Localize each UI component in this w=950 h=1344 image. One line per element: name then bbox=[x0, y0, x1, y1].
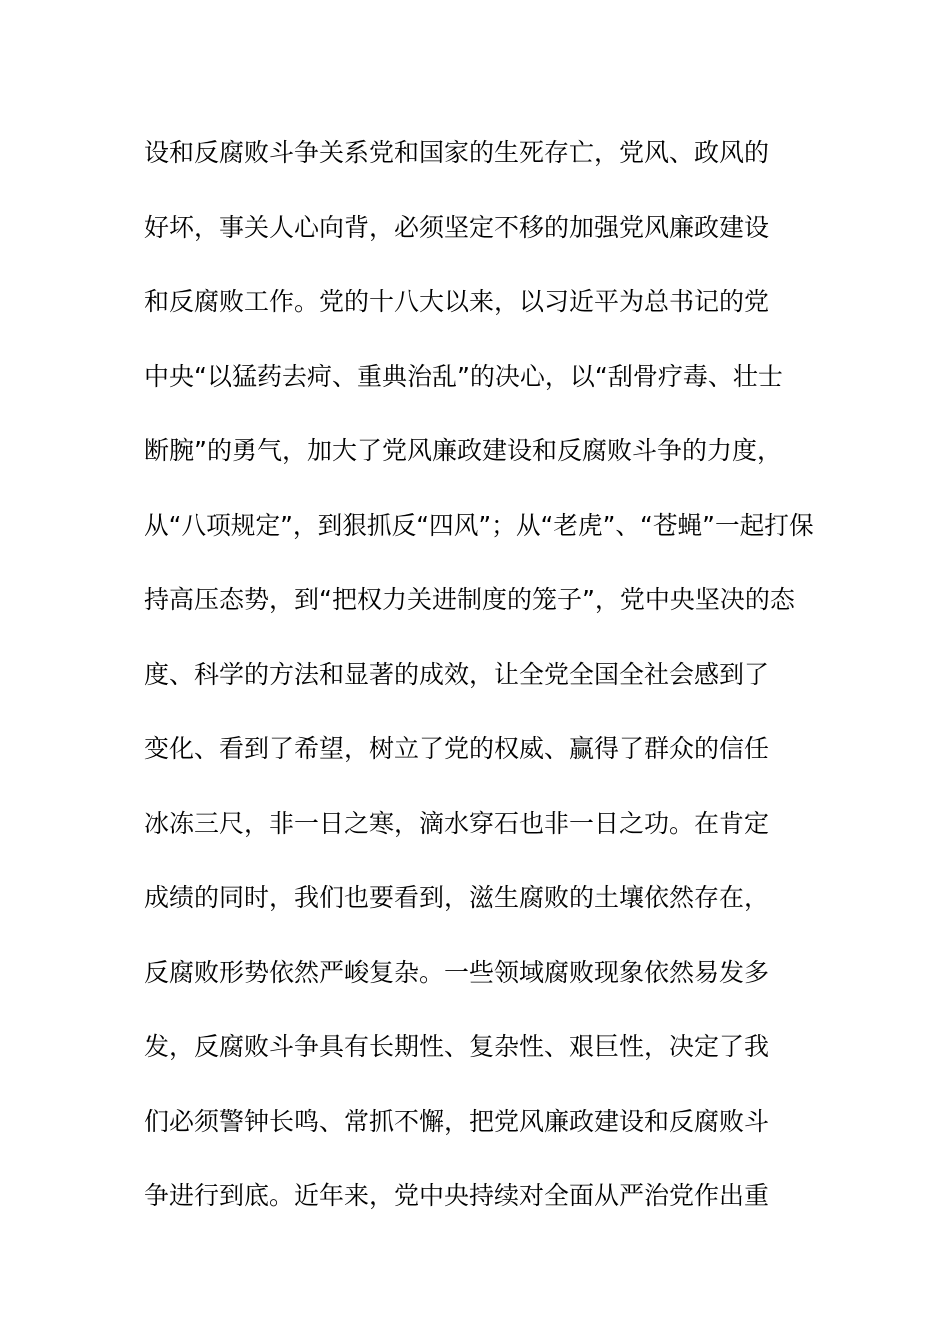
text-line-10: 冰冻三尺，非一日之寒，滴水穿石也非一日之功。在肯定 bbox=[144, 808, 770, 838]
text-line-4: 中央“以猛药去疴、重典治乱”的决心，以“刮骨疗毒、壮士 bbox=[144, 361, 783, 391]
text-line-12: 反腐败形势依然严峻复杂。一些领域腐败现象依然易发多 bbox=[144, 957, 770, 987]
text-line-2: 好坏，事关人心向背，必须坚定不移的加强党风廉政建设 bbox=[144, 212, 770, 242]
text-line-7: 持高压态势，到“把权力关进制度的笼子”，党中央坚决的态 bbox=[144, 585, 795, 614]
text-line-8: 度、科学的方法和显著的成效，让全党全国全社会感到了 bbox=[144, 659, 770, 689]
text-line-14: 们必须警钟长鸣、常抓不懈，把党风廉政建设和反腐败斗 bbox=[144, 1106, 770, 1136]
text-line-6: 从“八项规定”，到狠抓反“四风”；从“老虎”、“苍蝇”一起打保 bbox=[144, 510, 814, 540]
text-line-13: 发，反腐败斗争具有长期性、复杂性、艰巨性，决定了我 bbox=[144, 1032, 770, 1061]
text-line-3: 和反腐败工作。党的十八大以来，以习近平为总书记的党 bbox=[144, 287, 770, 316]
text-line-1: 设和反腐败斗争关系党和国家的生死存亡，党风、政风的 bbox=[144, 138, 770, 167]
text-line-15: 争进行到底。近年来，党中央持续对全面从严治党作出重 bbox=[144, 1181, 770, 1210]
body-paragraph bbox=[144, 128, 814, 1246]
text-line-11: 成绩的同时，我们也要看到，滋生腐败的土壤依然存在， bbox=[144, 883, 770, 912]
text-line-5: 断腕”的勇气，加大了党风廉政建设和反腐败斗争的力度， bbox=[144, 436, 782, 465]
text-line-9: 变化、看到了希望，树立了党的权威、赢得了群众的信任 bbox=[144, 734, 770, 763]
